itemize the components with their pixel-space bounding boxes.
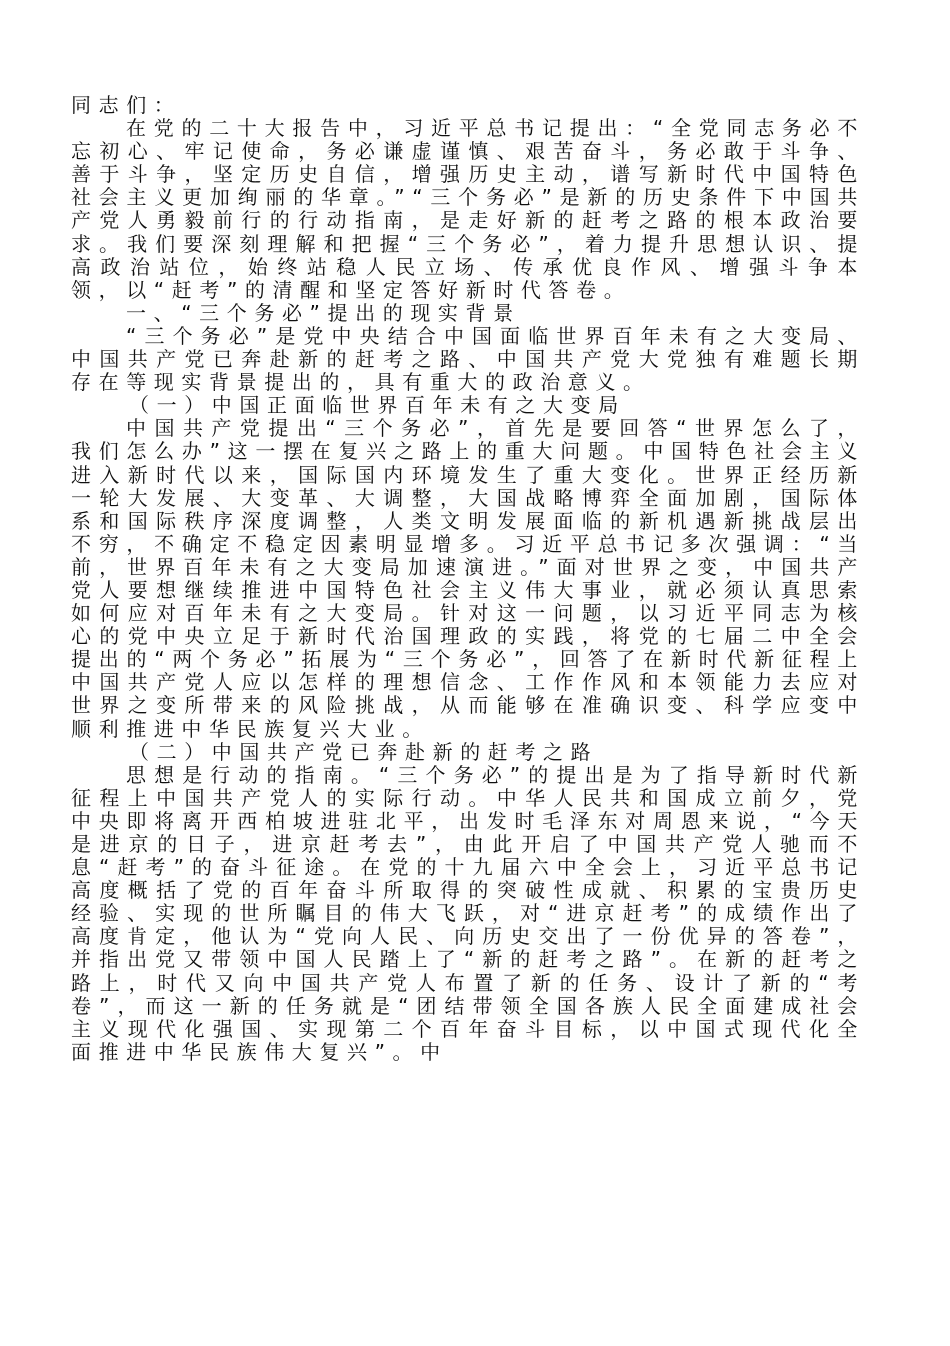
subsection-1-heading: （一）中国正面临世界百年未有之大变局 — [129, 393, 626, 418]
document-body — [71, 94, 865, 1064]
subsection-1-paragraph: 中国共产党提出“三个务必”，首先是要回答“世界怎么了，我们怎么办”这一摆在复兴之路上的重大问题。中国特色社会主义进入新时代以来，国际国内环境发生了重大变化。世界正经历新一轮大发展、大变革、大调整，大国战略博弈全面加剧，国际体系和国际秩序深度调整，人类文明发展面临的新机遇新挑战层出不穷，不确定不稳定因素明显增多。习近平总书记多次强调：“当前，世界百年未有之大变局加速演进。”面对世界之变，中国共产党人要想继续推进中国特色社会主义伟大事业，就必须认真思索如何应对百年未有之大变局。针对这一问题，以习近平同志为核心的党中央立足于新时代治国理政的实践，将党的七届二中全会提出的“两个务必”拓展为“三个务必”，回答了在新时代新征程上中国共产党人应以怎样的理想信念、工作作风和本领能力去应对世界之变所带来的风险挑战，从而能够在准确识变、科学应变中顺利推进中华民族复兴大业。 — [71, 416, 865, 741]
section-1-heading: 一、“三个务必”提出的现实背景 — [126, 300, 521, 325]
intro-paragraph: 在党的二十大报告中，习近平总书记提出：“全党同志务必不忘初心、牢记使命，务必谦虚谨慎、艰苦奋斗，务必敢于斗争、善于斗争，坚定历史自信，增强历史主动，谱写新时代中国特色社会主义更加绚丽的华章。”“三个务必”是新的历史条件下中国共产党人勇毅前行的行动指南，是走好新的赶考之路的根本政治要求。我们要深刻理解和把握“三个务必”，着力提升思想认识、提高政治站位，始终站稳人民立场、传承优良作风、增强斗争本领，以“赶考”的清醒和坚定答好新时代答卷。 — [71, 116, 865, 302]
salutation: 同志们： — [71, 93, 182, 117]
subsection-2-paragraph: 思想是行动的指南。“三个务必”的提出是为了指导新时代新征程上中国共产党人的实际行动。中华人民共和国成立前夕，党中央即将离开西柏坡进驻北平，出发时毛泽东对周恩来说，“今天是进京的日子，进京赶考去”，由此开启了中国共产党人驰而不息“赶考”的奋斗征途。在党的十九届六中全会上，习近平总书记高度概括了党的百年奋斗所取得的突破性成就、积累的宝贵历史经验、实现的世所瞩目的伟大飞跃，对“进京赶考”的成绩作出了高度肯定，他认为“党向人民、向历史交出了一份优异的答卷”，并指出党又带领中国人民踏上了“新的赶考之路”。在新的赶考之路上，时代又向中国共产党人布置了新的任务、设计了新的“考卷”，而这一新的任务就是“团结带领全国各族人民全面建成社会主义现代化强国、实现第二个百年奋斗目标，以中国式现代化全面推进中华民族伟大复兴”。中 — [71, 762, 865, 1064]
section-1-paragraph: “三个务必”是党中央结合中国面临世界百年未有之大变局、中国共产党已奔赴新的赶考之路、中国共产党大党独有难题长期存在等现实背景提出的，具有重大的政治意义。 — [71, 323, 865, 395]
subsection-2-heading: （二）中国共产党已奔赴新的赶考之路 — [129, 739, 599, 764]
